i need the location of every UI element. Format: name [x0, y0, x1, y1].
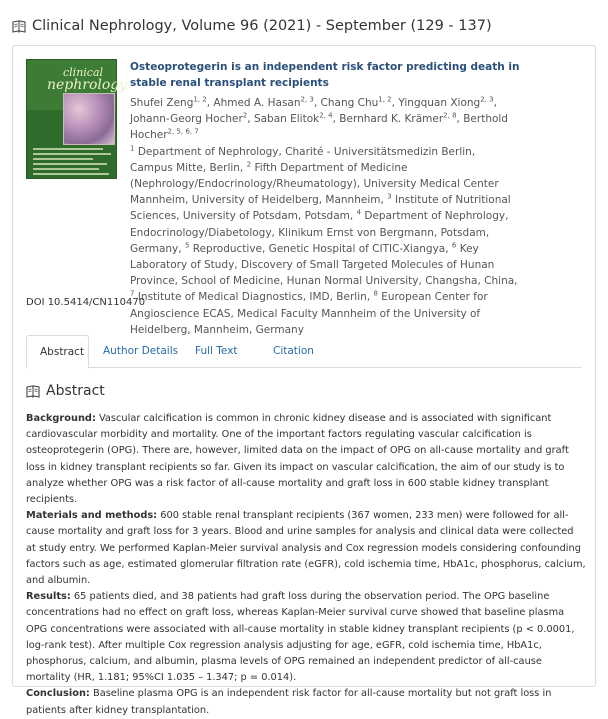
- abstract-section-text: 65 patients died, and 38 patients had graft loss during the observation period. The OPG baseline concentrations had no effect on graft loss, whereas Kaplan-Meier survival curve showed that baseline plasma OPG concentrations were associated with all-cause mortality in stable kidney transplant recipients (p < 0.0001, log-rank test). After multiple Cox regression analysis adjusting for age, eGFR, cold ischemia time, HbA1c, phosphorus, calcium, and albumin, plasma levels of OPG remained an independent predictor of all-cause mortality (HR, 1.181; 95%CI 1.035 – 1.347; p = 0.014).: [26, 591, 575, 684]
- cover-title-line1: clinical: [63, 66, 104, 79]
- affiliation-text: Department of Nephrology, Endocrinology/Diabetology, Klinikum Ernst von Bergmann, Potsdam, Germany,: [130, 210, 509, 255]
- author-separator: ,: [332, 113, 340, 126]
- author-name: Shufei Zeng: [130, 97, 194, 109]
- author-affiliation-ref: 1, 2: [378, 95, 392, 104]
- affiliation-number: 6: [451, 241, 457, 250]
- affiliation-number: 8: [373, 289, 378, 298]
- author-name: Ahmed A. Hasan: [213, 97, 301, 109]
- abstract-section: [26, 686, 586, 718]
- abstract-section: [26, 508, 586, 589]
- affiliation-number: 3: [387, 192, 392, 201]
- affiliation-text: Fifth Department of Medicine (Nephrology/Endocrinology/Rheumatology), University Medical Center Mannheim, University of Heidelberg, Mannheim,: [130, 161, 499, 207]
- affiliation-text: Key Laboratory of Study, Discovery of Small Targeted Molecules of Hunan Province, School of Medicine, Hunan Normal University, Changsha, China,: [130, 242, 518, 288]
- abstract-heading-text: Abstract: [46, 383, 105, 399]
- author-name: Johann-Georg Hocher: [130, 113, 243, 126]
- cover-title-line2: nephrology: [47, 77, 128, 93]
- affiliation-number: 2: [246, 160, 252, 169]
- abstract-section-label: Conclusion:: [26, 688, 90, 700]
- author-separator: ,: [247, 113, 254, 126]
- affiliation-text: European Center for Angioscience ECAS, Medical Faculty Mannheim of the University of Heidelberg, Mannheim, Germany: [130, 291, 488, 336]
- abstract-section: [26, 589, 586, 686]
- affiliation-text: Reproductive, Genetic Hospital of CITIC-Xiangya,: [192, 242, 452, 255]
- journal-cover-image[interactable]: [26, 59, 128, 179]
- doi: DOI 10.5414/CN110470: [26, 297, 146, 308]
- affiliation-text: Institute of Medical Diagnostics, IMD, Berlin,: [137, 291, 374, 304]
- tab-citation[interactable]: Citation: [273, 345, 314, 357]
- author-affiliation-ref: 1, 2: [193, 95, 207, 104]
- tab-full-text[interactable]: Full Text: [195, 345, 238, 357]
- abstract-section-label: Materials and methods:: [26, 510, 158, 522]
- tab-abstract[interactable]: Abstract: [26, 335, 89, 369]
- author-separator: ,: [493, 97, 497, 109]
- cover-text-lines: [33, 148, 113, 178]
- abstract-heading: [26, 383, 105, 399]
- author-separator: ,: [391, 97, 399, 109]
- abstract-section-text: Baseline plasma OPG is an independent risk factor for all-cause mortality but not graft loss in patients after kidney transplantation.: [26, 688, 552, 716]
- affiliation-text: Institute of Nutritional Sciences, University of Potsdam, Potsdam,: [130, 194, 511, 223]
- affiliation-list: [130, 144, 520, 338]
- journal-header: [12, 18, 600, 34]
- article-info: [130, 59, 520, 338]
- journal-title: Clinical Nephrology, Volume 96 (2021) - September (129 - 137): [32, 18, 492, 34]
- article-card: [12, 45, 596, 716]
- affiliation-number: 7: [130, 289, 135, 298]
- article-title[interactable]: Osteoprotegerin is an independent risk factor predicting death in stable renal transplant recipients: [130, 61, 520, 89]
- author-name: Chang Chu: [320, 97, 379, 109]
- author-affiliation-ref: 2, 3: [480, 95, 494, 104]
- author-affiliation-ref: 2, 5, 6, 7: [167, 127, 199, 136]
- author-name: Bernhard K. Krämer: [339, 113, 444, 126]
- author-affiliation-ref: 2: [242, 111, 248, 120]
- affiliation-number: 5: [184, 241, 190, 250]
- cover-micrograph: [63, 93, 115, 145]
- tab-bar: [26, 335, 582, 368]
- abstract-section: [26, 411, 586, 508]
- author-separator: ,: [313, 97, 321, 109]
- affiliation-number: 4: [356, 208, 362, 217]
- author-list: [130, 95, 520, 144]
- abstract-section-label: Results:: [26, 591, 71, 603]
- author-affiliation-ref: 2, 4: [319, 111, 333, 120]
- tab-author-details[interactable]: Author Details: [103, 345, 179, 357]
- author-name: Yingquan Xiong: [398, 97, 481, 109]
- author-affiliation-ref: 2, 8: [443, 111, 457, 120]
- author-affiliation-ref: 2, 3: [300, 95, 314, 104]
- affiliation-number: 1: [130, 144, 135, 153]
- affiliation-text: Department of Nephrology, Charité - Universitätsmedizin Berlin, Campus Mitte, Berlin,: [130, 145, 476, 174]
- abstract-section-text: 600 stable renal transplant recipients (367 women, 233 men) were followed for all-cause mortality and graft loss for 3 years. Blood and urine samples for analysis and clinical data were collected at study entry. We performed Kaplan-Meier survival analysis and Cox regression models considering confounding factors such as age, estimated glomerular filtration rate (eGFR), cold ischemia time, HbA1c, phosphorus, calcium, and albumin.: [26, 510, 586, 587]
- author-separator: ,: [456, 113, 464, 126]
- abstract-section-label: Background:: [26, 413, 96, 424]
- book-icon: [12, 19, 26, 33]
- author-separator: ,: [206, 97, 214, 109]
- author-name: Berthold Hocher: [130, 113, 508, 142]
- author-name: Saban Elitok: [253, 113, 320, 126]
- abstract-body: [26, 411, 586, 719]
- book-icon: [26, 384, 40, 398]
- abstract-section-text: Vascular calcification is common in chronic kidney disease and is associated with significant cardiovascular morbidity and mortality. One of the important factors regulating vascular calcification is osteoprotegerin (OPG). There are, however, limited data on the impact of OPG on all-cause mortality and graft loss in kidney transplant recipients so far. Given its impact on vascular calcification, the aim of our study is to analyze whether OPG was a risk factor of all-cause mortality and graft loss in 600 stable kidney transplant recipients.: [26, 413, 569, 506]
